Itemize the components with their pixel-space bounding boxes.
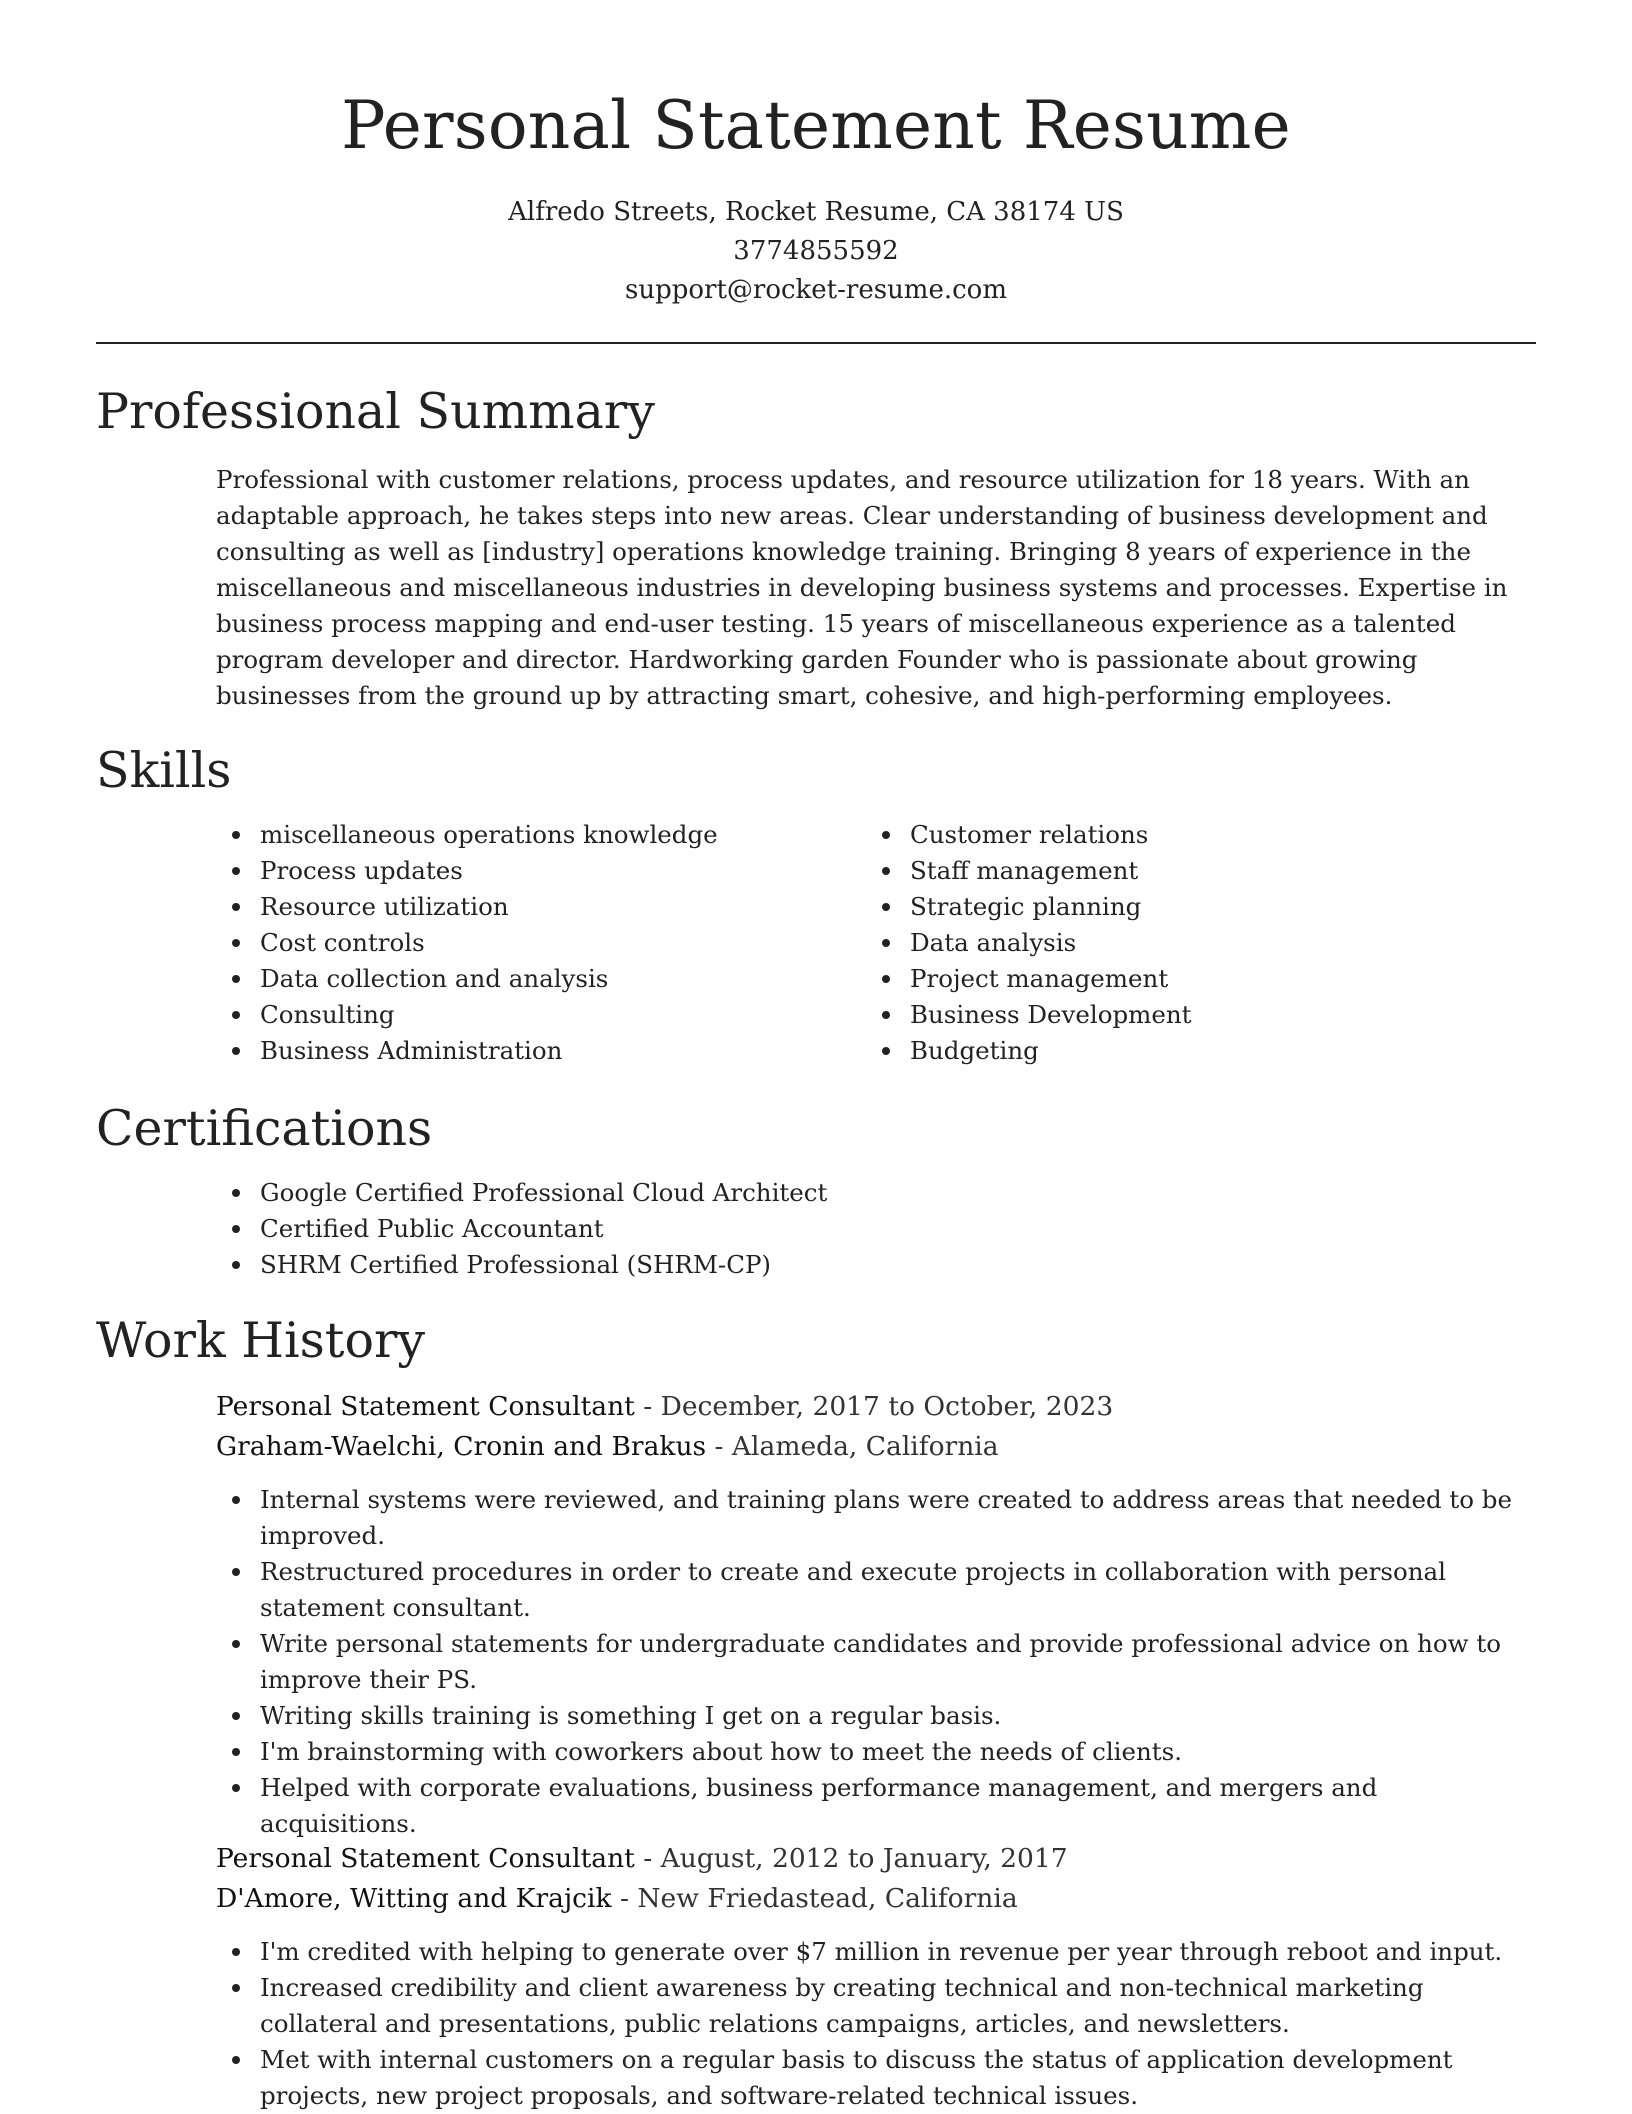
job-title-line [216,1839,1536,1879]
job-bullet: I'm credited with helping to generate over $7 million in revenue per year through reboot and input. [216,1934,1536,1970]
job-title: Personal Statement Consultant [216,1843,635,1874]
job-separator: - [634,1843,661,1874]
certification-item: Certified Public Accountant [216,1211,1536,1247]
certifications-list [216,1175,1536,1283]
skills-list-right [866,817,1486,1069]
skill-item: Project management [866,961,1486,997]
skill-item: Staff management [866,853,1486,889]
job-company: D'Amore, Witting and Krajcik [216,1883,612,1914]
job-bullet: I'm brainstorming with coworkers about how to meet the needs of clients. [216,1734,1536,1770]
skill-item: Process updates [216,853,836,889]
skill-item: Budgeting [866,1033,1486,1069]
job-dates: August, 2012 to January, 2017 [660,1843,1068,1874]
skill-item: Business Administration [216,1033,836,1069]
job-bullet: Restructured procedures in order to create and execute projects in collaboration with personal statement consultant. [216,1554,1536,1626]
job-bullets [216,1482,1536,1842]
job-company: Graham-Waelchi, Cronin and Brakus [216,1431,707,1462]
skill-item: Cost controls [216,925,836,961]
summary-text: Professional with customer relations, process updates, and resource utilization for 18 years. With an adaptable approach, he takes steps into new areas. Clear understanding of business development and consulting as well as [industry] operations knowledge training. Bringing 8 years of experience in the miscellaneous and miscellaneous industries in developing business systems and processes. Expertise in business process mapping and end-user testing. 15 years of miscellaneous experience as a talented program developer and director. Hardworking garden Founder who is passionate about growing businesses from the ground up by attracting smart, cohesive, and high-performing employees. [216,465,1508,710]
section-heading-certifications: Certifications [96,1100,433,1157]
job-separator: - [611,1883,638,1914]
job-bullet: Internal systems were reviewed, and training plans were created to address areas that needed to be improved. [216,1482,1536,1554]
skill-item: Customer relations [866,817,1486,853]
section-heading-work-history: Work History [96,1312,426,1369]
job-dates: December, 2017 to October, 2023 [660,1391,1114,1422]
skill-item: Strategic planning [866,889,1486,925]
job-bullet: Met with internal customers on a regular basis to discuss the status of application development projects, new project proposals, and software-related technical issues. [216,2042,1536,2114]
section-heading-skills: Skills [96,742,232,799]
job-bullet: Writing skills training is something I get on a regular basis. [216,1698,1536,1734]
job-company-line [216,1427,1536,1467]
job-location: New Friedastead, California [637,1883,1018,1914]
contact-email: support@rocket-resume.com [624,275,1007,305]
skill-item: Business Development [866,997,1486,1033]
job-title: Personal Statement Consultant [216,1391,635,1422]
contact-block [0,193,1632,310]
header-divider [96,342,1536,344]
job-bullet: Helped with corporate evaluations, business performance management, and mergers and acquisitions. [216,1770,1536,1842]
skill-item: Consulting [216,997,836,1033]
skills-list-left [216,817,836,1069]
job-company-line [216,1879,1536,1919]
certification-item: SHRM Certified Professional (SHRM-CP) [216,1247,1536,1283]
job-separator: - [634,1391,661,1422]
certification-item: Google Certified Professional Cloud Architect [216,1175,1536,1211]
job-title-line [216,1387,1536,1427]
skill-item: Data collection and analysis [216,961,836,997]
skill-item: Resource utilization [216,889,836,925]
job-separator: - [706,1431,732,1462]
job-location: Alameda, California [731,1431,999,1462]
section-heading-summary: Professional Summary [96,383,655,440]
contact-phone: 3774855592 [733,236,899,266]
contact-address: Alfredo Streets, Rocket Resume, CA 38174 US [508,197,1124,227]
resume-title: Personal Statement Resume [341,87,1291,164]
skill-item: miscellaneous operations knowledge [216,817,836,853]
job-bullet: Write personal statements for undergraduate candidates and provide professional advice on how to improve their PS. [216,1626,1536,1698]
skill-item: Data analysis [866,925,1486,961]
job-bullets [216,1934,1536,2114]
job-bullet: Increased credibility and client awareness by creating technical and non-technical marketing collateral and presentations, public relations campaigns, articles, and newsletters. [216,1970,1536,2042]
